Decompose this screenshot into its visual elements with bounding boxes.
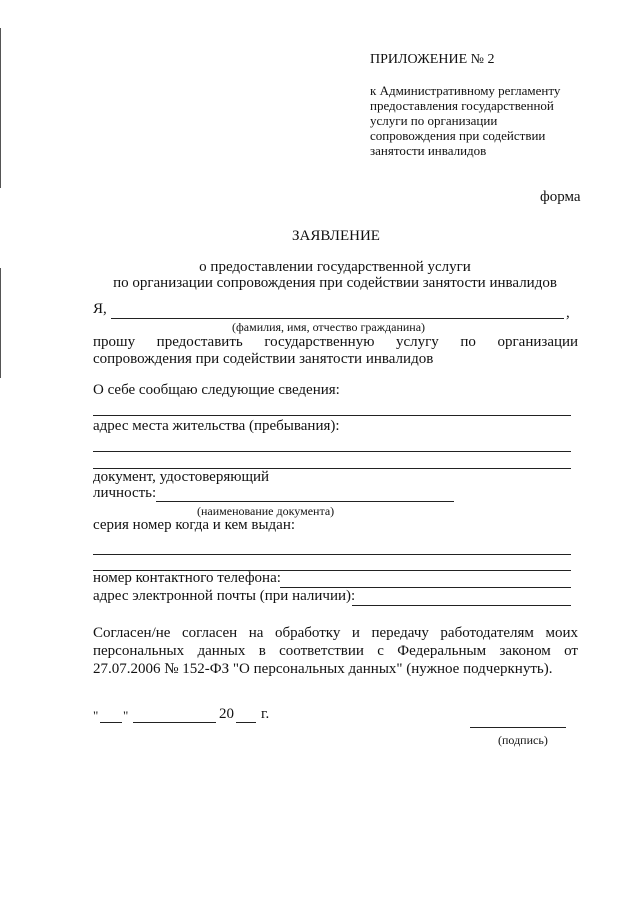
- applicant-suffix: ,: [566, 305, 570, 321]
- address-label: адрес места жительства (пребывания):: [93, 418, 340, 434]
- email-label: адрес электронной почты (при наличии):: [93, 588, 356, 604]
- signature-field[interactable]: [470, 727, 566, 728]
- address-field-line-1[interactable]: [93, 451, 571, 452]
- subheading-line-1: о предоставлении государственной услуги: [199, 259, 471, 275]
- identity-label: личность:: [93, 485, 157, 501]
- document-heading: ЗАЯВЛЕНИЕ: [292, 228, 380, 244]
- info-intro: О себе сообщаю следующие сведения:: [93, 382, 340, 398]
- request-line-1: [93, 334, 578, 351]
- appendix-line-1: к Административному регламенту: [370, 83, 561, 98]
- form-label: форма: [540, 189, 581, 205]
- appendix-line-2: предоставления государственной: [370, 98, 554, 113]
- series-label: серия номер когда и кем выдан:: [93, 517, 296, 533]
- request-word: предоставить: [156, 334, 243, 350]
- date-year-prefix: 20: [219, 706, 234, 722]
- applicant-caption: (фамилия, имя, отчество гражданина): [232, 320, 426, 334]
- appendix-title: ПРИЛОЖЕНИЕ № 2: [370, 52, 495, 67]
- date-year-field[interactable]: [236, 722, 256, 723]
- phone-label: номер контактного телефона:: [93, 570, 281, 586]
- applicant-prefix: Я,: [93, 301, 107, 317]
- consent-line-3: 27.07.2006 № 152-ФЗ "О персональных данных" (нужное подчеркнуть).: [93, 661, 553, 677]
- appendix-line-4: сопровождения при содействии: [370, 128, 546, 143]
- request-word: государственную: [264, 334, 375, 350]
- date-open-quote: ": [93, 708, 99, 723]
- document-caption: (наименование документа): [197, 504, 335, 518]
- applicant-name-field[interactable]: [111, 318, 564, 319]
- date-close-quote: ": [123, 708, 129, 723]
- page-edge-mark: [0, 28, 1, 188]
- date-year-suffix: г.: [261, 706, 270, 722]
- series-field-line-1[interactable]: [93, 554, 571, 555]
- date-month-field[interactable]: [133, 722, 216, 723]
- email-field[interactable]: [352, 605, 571, 606]
- request-word: по: [460, 334, 476, 350]
- date-day-field[interactable]: [100, 722, 122, 723]
- signature-caption: (подпись): [498, 733, 548, 747]
- info-field-line-1[interactable]: [93, 415, 571, 416]
- request-word: услугу: [396, 334, 439, 350]
- consent-line-1: Согласен/не согласен на обработку и передачу работодателям моих: [93, 625, 578, 641]
- request-word: организации: [497, 334, 579, 350]
- subheading-line-2: по организации сопровождения при содействии занятости инвалидов: [113, 275, 557, 291]
- identity-document-field[interactable]: [156, 501, 454, 502]
- appendix-line-3: услуги по организации: [370, 113, 498, 128]
- consent-line-2: персональных данных в соответствии с Федеральным законом от: [93, 643, 578, 659]
- request-word: прошу: [93, 334, 136, 350]
- appendix-line-5: занятости инвалидов: [370, 143, 487, 158]
- request-line-2: сопровождения при содействии занятости инвалидов: [93, 351, 434, 367]
- document-label: документ, удостоверяющий: [93, 469, 270, 485]
